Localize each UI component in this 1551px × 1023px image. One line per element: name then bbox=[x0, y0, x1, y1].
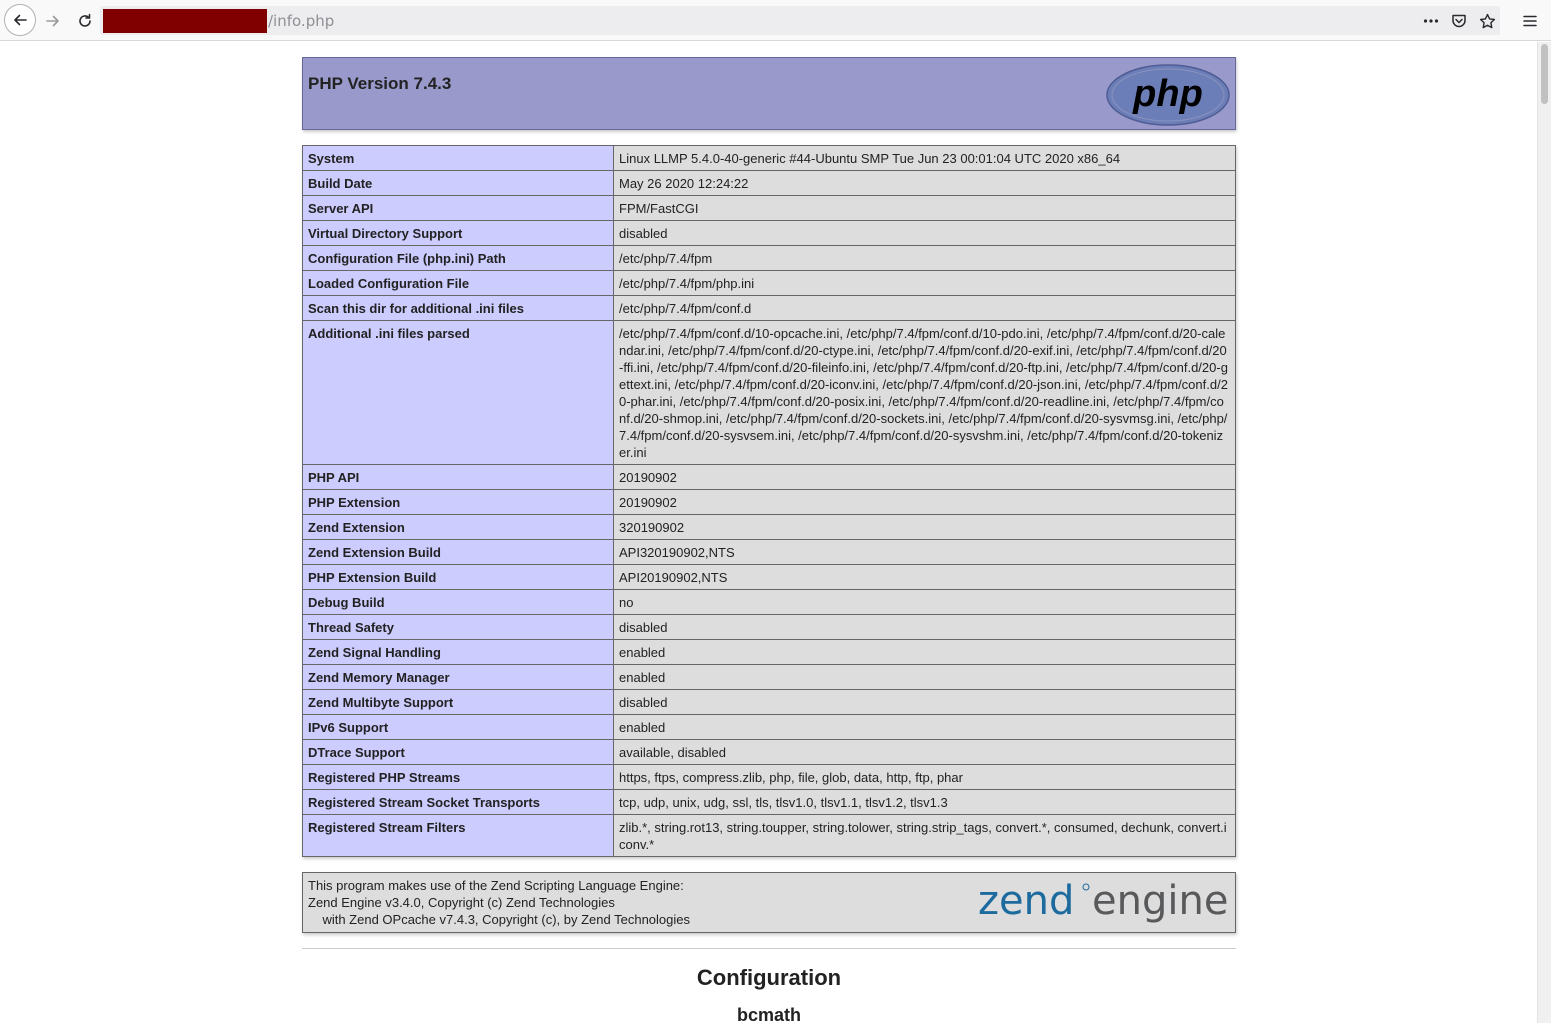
zend-engine-box bbox=[302, 872, 1236, 933]
vertical-scrollbar[interactable] bbox=[1537, 42, 1551, 1023]
section-divider bbox=[302, 948, 1236, 949]
svg-text:engine bbox=[1092, 878, 1228, 924]
table-row bbox=[303, 465, 1236, 490]
row-label: Zend Extension Build bbox=[303, 540, 614, 565]
row-label: PHP API bbox=[303, 465, 614, 490]
system-info-table bbox=[302, 145, 1236, 857]
table-row bbox=[303, 790, 1236, 815]
hamburger-menu-icon bbox=[1523, 14, 1537, 28]
svg-text:zend bbox=[978, 878, 1074, 924]
row-value: API20190902,NTS bbox=[614, 565, 1236, 590]
table-row bbox=[303, 765, 1236, 790]
browser-toolbar bbox=[0, 0, 1551, 41]
row-label: Thread Safety bbox=[303, 615, 614, 640]
zend-engine-logo[interactable] bbox=[978, 876, 1230, 928]
zend-logo-word-zend: zend bbox=[978, 878, 1075, 924]
table-row bbox=[303, 540, 1236, 565]
scrollbar-thumb[interactable] bbox=[1541, 44, 1548, 104]
row-value: disabled bbox=[614, 221, 1236, 246]
table-row bbox=[303, 615, 1236, 640]
table-row bbox=[303, 515, 1236, 540]
page-viewport bbox=[0, 42, 1537, 1023]
table-row bbox=[303, 221, 1236, 246]
row-label: Debug Build bbox=[303, 590, 614, 615]
arrow-left-icon bbox=[12, 12, 28, 28]
app-menu-button[interactable] bbox=[1518, 9, 1542, 33]
row-value: May 26 2020 12:24:22 bbox=[614, 171, 1236, 196]
row-label: Registered Stream Filters bbox=[303, 815, 614, 857]
page-title: PHP Version 7.4.3 bbox=[308, 74, 452, 93]
row-value: /etc/php/7.4/fpm/conf.d bbox=[614, 296, 1236, 321]
page-actions-button[interactable] bbox=[1420, 10, 1442, 32]
table-row bbox=[303, 490, 1236, 515]
row-label: Scan this dir for additional .ini files bbox=[303, 296, 614, 321]
row-label: PHP Extension bbox=[303, 490, 614, 515]
star-icon bbox=[1479, 13, 1496, 30]
pocket-icon bbox=[1451, 13, 1467, 29]
row-value: 20190902 bbox=[614, 490, 1236, 515]
table-row bbox=[303, 565, 1236, 590]
row-label: DTrace Support bbox=[303, 740, 614, 765]
bcmath-heading: bcmath bbox=[736, 1005, 801, 1023]
row-value: FPM/FastCGI bbox=[614, 196, 1236, 221]
row-value: enabled bbox=[614, 665, 1236, 690]
row-value: /etc/php/7.4/fpm/php.ini bbox=[614, 271, 1236, 296]
php-logo[interactable] bbox=[1106, 64, 1230, 126]
zend-logo-word-engine: engine bbox=[1092, 878, 1229, 924]
forward-button[interactable] bbox=[40, 8, 66, 34]
row-label: Server API bbox=[303, 196, 614, 221]
table-row bbox=[303, 690, 1236, 715]
table-row bbox=[303, 271, 1236, 296]
row-value: zlib.*, string.rot13, string.toupper, string.tolower, string.strip_tags, convert.*, consumed, dechunk, convert.iconv.* bbox=[614, 815, 1236, 857]
zend-notice-line: This program makes use of the Zend Scripting Language Engine: bbox=[308, 878, 684, 893]
table-row bbox=[303, 590, 1236, 615]
row-value: 320190902 bbox=[614, 515, 1236, 540]
back-button[interactable] bbox=[4, 4, 36, 36]
row-value: tcp, udp, unix, udg, ssl, tls, tlsv1.0, tlsv1.1, tlsv1.2, tlsv1.3 bbox=[614, 790, 1236, 815]
row-label: Additional .ini files parsed bbox=[303, 321, 614, 465]
table-row bbox=[303, 665, 1236, 690]
row-label: Zend Memory Manager bbox=[303, 665, 614, 690]
table-row bbox=[303, 171, 1236, 196]
zend-opcache-version: with Zend OPcache v7.4.3, Copyright (c), by Zend Technologies bbox=[308, 912, 691, 927]
table-row bbox=[303, 296, 1236, 321]
row-value: disabled bbox=[614, 690, 1236, 715]
arrow-right-icon bbox=[45, 13, 61, 29]
reload-icon bbox=[77, 13, 93, 29]
php-version-header bbox=[302, 57, 1236, 130]
row-value: no bbox=[614, 590, 1236, 615]
row-label: Loaded Configuration File bbox=[303, 271, 614, 296]
url-redaction bbox=[103, 9, 267, 33]
row-value: enabled bbox=[614, 715, 1236, 740]
row-value: https, ftps, compress.zlib, php, file, glob, data, http, ftp, phar bbox=[614, 765, 1236, 790]
url-bar[interactable] bbox=[100, 6, 1500, 35]
zend-engine-version: Zend Engine v3.4.0, Copyright (c) Zend Technologies bbox=[308, 895, 615, 910]
table-row bbox=[303, 815, 1236, 857]
table-row bbox=[303, 146, 1236, 171]
row-label: Configuration File (php.ini) Path bbox=[303, 246, 614, 271]
table-row bbox=[303, 740, 1236, 765]
bookmark-button[interactable] bbox=[1476, 10, 1498, 32]
row-label: Virtual Directory Support bbox=[303, 221, 614, 246]
configuration-heading: Configuration bbox=[696, 965, 842, 990]
table-row bbox=[303, 640, 1236, 665]
url-bar-actions bbox=[1420, 10, 1498, 32]
ellipsis-icon bbox=[1422, 12, 1440, 30]
table-row bbox=[303, 321, 1236, 465]
row-label: Zend Extension bbox=[303, 515, 614, 540]
row-value: 20190902 bbox=[614, 465, 1236, 490]
row-value: Linux LLMP 5.4.0-40-generic #44-Ubuntu SMP Tue Jun 23 00:01:04 UTC 2020 x86_64 bbox=[614, 146, 1236, 171]
phpinfo-container bbox=[302, 57, 1236, 1023]
row-value: enabled bbox=[614, 640, 1236, 665]
row-value: available, disabled bbox=[614, 740, 1236, 765]
system-info-rows bbox=[303, 146, 1236, 857]
reload-button[interactable] bbox=[72, 8, 98, 34]
row-label: IPv6 Support bbox=[303, 715, 614, 740]
row-label: System bbox=[303, 146, 614, 171]
table-row bbox=[303, 196, 1236, 221]
row-value: disabled bbox=[614, 615, 1236, 640]
row-label: Zend Multibyte Support bbox=[303, 690, 614, 715]
php-logo-text: php bbox=[1133, 73, 1203, 115]
row-value: /etc/php/7.4/fpm/conf.d/10-opcache.ini, /etc/php/7.4/fpm/conf.d/10-pdo.ini, /etc/php/7.4/fpm/conf.d/20-calendar.ini, /etc/php/7.4/fpm/conf.d/20-ctype.ini, /etc/php/7.4/fpm/conf.d/20-exif.ini, /etc/php/7.4/fpm/conf.d/20-ffi.ini, /etc/php/7.4/fpm/conf.d/20-fileinfo.ini, /etc/php/7.4/fpm/conf.d/20-ftp.ini, /etc/php/7.4/fpm/conf.d/20-gettext.ini, /etc/php/7.4/fpm/conf.d/20-iconv.ini, /etc/php/7.4/fpm/conf.d/20-json.ini, /etc/php/7.4/fpm/conf.d/20-phar.ini, /etc/php/7.4/fpm/conf.d/20-posix.ini, /etc/php/7.4/fpm/conf.d/20-readline.ini, /etc/php/7.4/fpm/conf.d/20-shmop.ini, /etc/php/7.4/fpm/conf.d/20-sockets.ini, /etc/php/7.4/fpm/conf.d/20-sysvmsg.ini, /etc/php/7.4/fpm/conf.d/20-sysvsem.ini, /etc/php/7.4/fpm/conf.d/20-sysvshm.ini, /etc/php/7.4/fpm/conf.d/20-tokenizer.ini bbox=[614, 321, 1236, 465]
row-label: Zend Signal Handling bbox=[303, 640, 614, 665]
table-row bbox=[303, 715, 1236, 740]
url-text: /info.php bbox=[268, 12, 335, 30]
table-row bbox=[303, 246, 1236, 271]
row-value: API320190902,NTS bbox=[614, 540, 1236, 565]
row-label: Build Date bbox=[303, 171, 614, 196]
row-value: /etc/php/7.4/fpm bbox=[614, 246, 1236, 271]
pocket-button[interactable] bbox=[1448, 10, 1470, 32]
row-label: PHP Extension Build bbox=[303, 565, 614, 590]
row-label: Registered Stream Socket Transports bbox=[303, 790, 614, 815]
row-label: Registered PHP Streams bbox=[303, 765, 614, 790]
